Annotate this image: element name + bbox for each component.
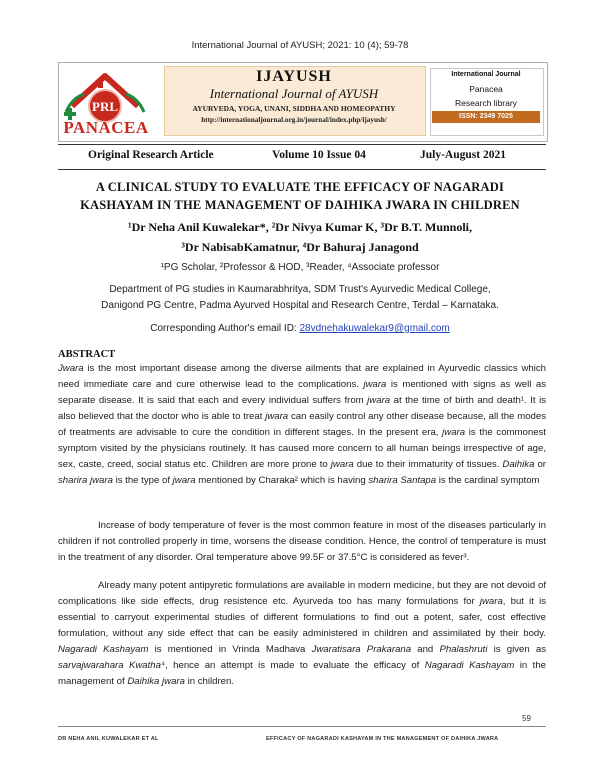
journal-acronym: IJAYUSH [256,68,332,85]
journal-full-name: International Journal of AYUSH [209,86,379,101]
footer-divider [58,726,546,727]
issn-badge: ISSN: 2349 7025 [432,111,540,123]
publisher-line-3: Research library [455,98,517,108]
affiliation-line-2: Danigond PG Centre, Padma Ayurved Hospital and Research Centre, Terdal – Karnataka. [101,300,499,311]
authors-line-1: ¹Dr Neha Anil Kuwalekar*, ²Dr Nivya Kumar K, ³Dr B.T. Munnoli, [127,220,473,234]
publisher-line-2: Panacea [469,84,503,94]
footer-author: DR NEHA ANIL KUWALEKAR ET AL [58,736,159,742]
footer-running-title: EFFICACY OF NAGARADI KASHAYAM IN THE MANAGEMENT OF DAIHIKA JWARA [266,736,499,742]
abstract-paragraph-3: Already many potent antipyretic formulations are available in modern medicine, but they are not devoid of complications like side effects, drug resistence etc. Ayurveda too has many formulations for jwara, but it is essential to carryout experimental studies of different formulations to find out a potent, safer, cost effective formulation, without any side effect that can be easily administered in children and assimilated by their body. Nagaradi Kashayam is mentioned in Vrinda Madhava Jwaratisara Prakarana and Phalashruti is given as sarvajwarahara Kwatha⁴, hence an attempt is made to evaluate the efficacy of Nagaradi Kashayam in the management of Daihika jwara in children. [58,580,546,687]
logo-text: PRL [92,99,118,114]
page-number: 59 [522,714,531,723]
abstract-paragraph-1: Jwara is the most important disease among the diverse ailments that are explained in Ayurvedic classics which need immediate care and cure otherwise lead to the complications. jwara is mentioned with signs as well as separate disease. It is said that each and every individual suffers from jwara at the time of birth and death¹. It is also believed that the doctor who is able to treat jwara can easily control any other disease because, all the modes of treatments are advisable to cure the condition in different stages. In the present era, jwara is the commonest symptom visited by the physicians routinely. It has caused more concern to all human beings irrespective of age, sex, caste, creed, social status etc. Children are more prone to jwara due to their immaturity of tissues. Daihika or sharira jwara is the type of jwara mentioned by Charaka² which is having sharira Santapa is the cardinal symptom [58,363,547,486]
abstract-heading: ABSTRACT [58,349,116,360]
corresponding-author [40,323,560,334]
abstract-paragraph-2: Increase of body temperature of fever is the most common feature in most of the diseases particularly in children if not controlled properly in time, worsens the disease condition. Hence, the control of temperature is must in the treatment of any disorder. Oral temperature above 99.5F or 37.5°C is considered as fever³. [58,520,546,563]
authors-line-2: ³Dr NabisabKamatnur, ⁴Dr Bahuraj Janagond [181,240,419,254]
email-label: Corresponding Author's email ID: [150,323,300,334]
author-roles: ¹PG Scholar, ²Professor & HOD, ³Reader, ⁴Associate professor [160,262,440,273]
journal-streams: AYURVEDA, YOGA, UNANI, SIDDHA AND HOMEOPATHY [192,104,396,113]
email-link[interactable]: 28vdnehakuwalekar9@gmail.com [299,323,450,334]
journal-citation: International Journal of AYUSH; 2021: 10 (4); 59-78 [191,40,409,51]
article-title-line-1: A CLINICAL STUDY TO EVALUATE THE EFFICACY OF NAGARADI [95,180,505,194]
volume-issue: Volume 10 Issue 04 [272,149,366,161]
journal-url[interactable]: http://internationaljournal.org.in/journal/index.php/ijayush/ [201,116,387,124]
article-title-line-2: KASHAYAM IN THE MANAGEMENT OF DAIHIKA JWARA IN CHILDREN [80,198,520,212]
affiliation-line-1: Department of PG studies in Kaumarabhritya, SDM Trust's Ayurvedic Medical College, [109,284,491,295]
panacea-wordmark: PANACEA [63,118,149,137]
article-type: Original Research Article [88,149,214,161]
publication-date: July-August 2021 [420,149,506,161]
publisher-line-1: International Journal [451,71,521,78]
